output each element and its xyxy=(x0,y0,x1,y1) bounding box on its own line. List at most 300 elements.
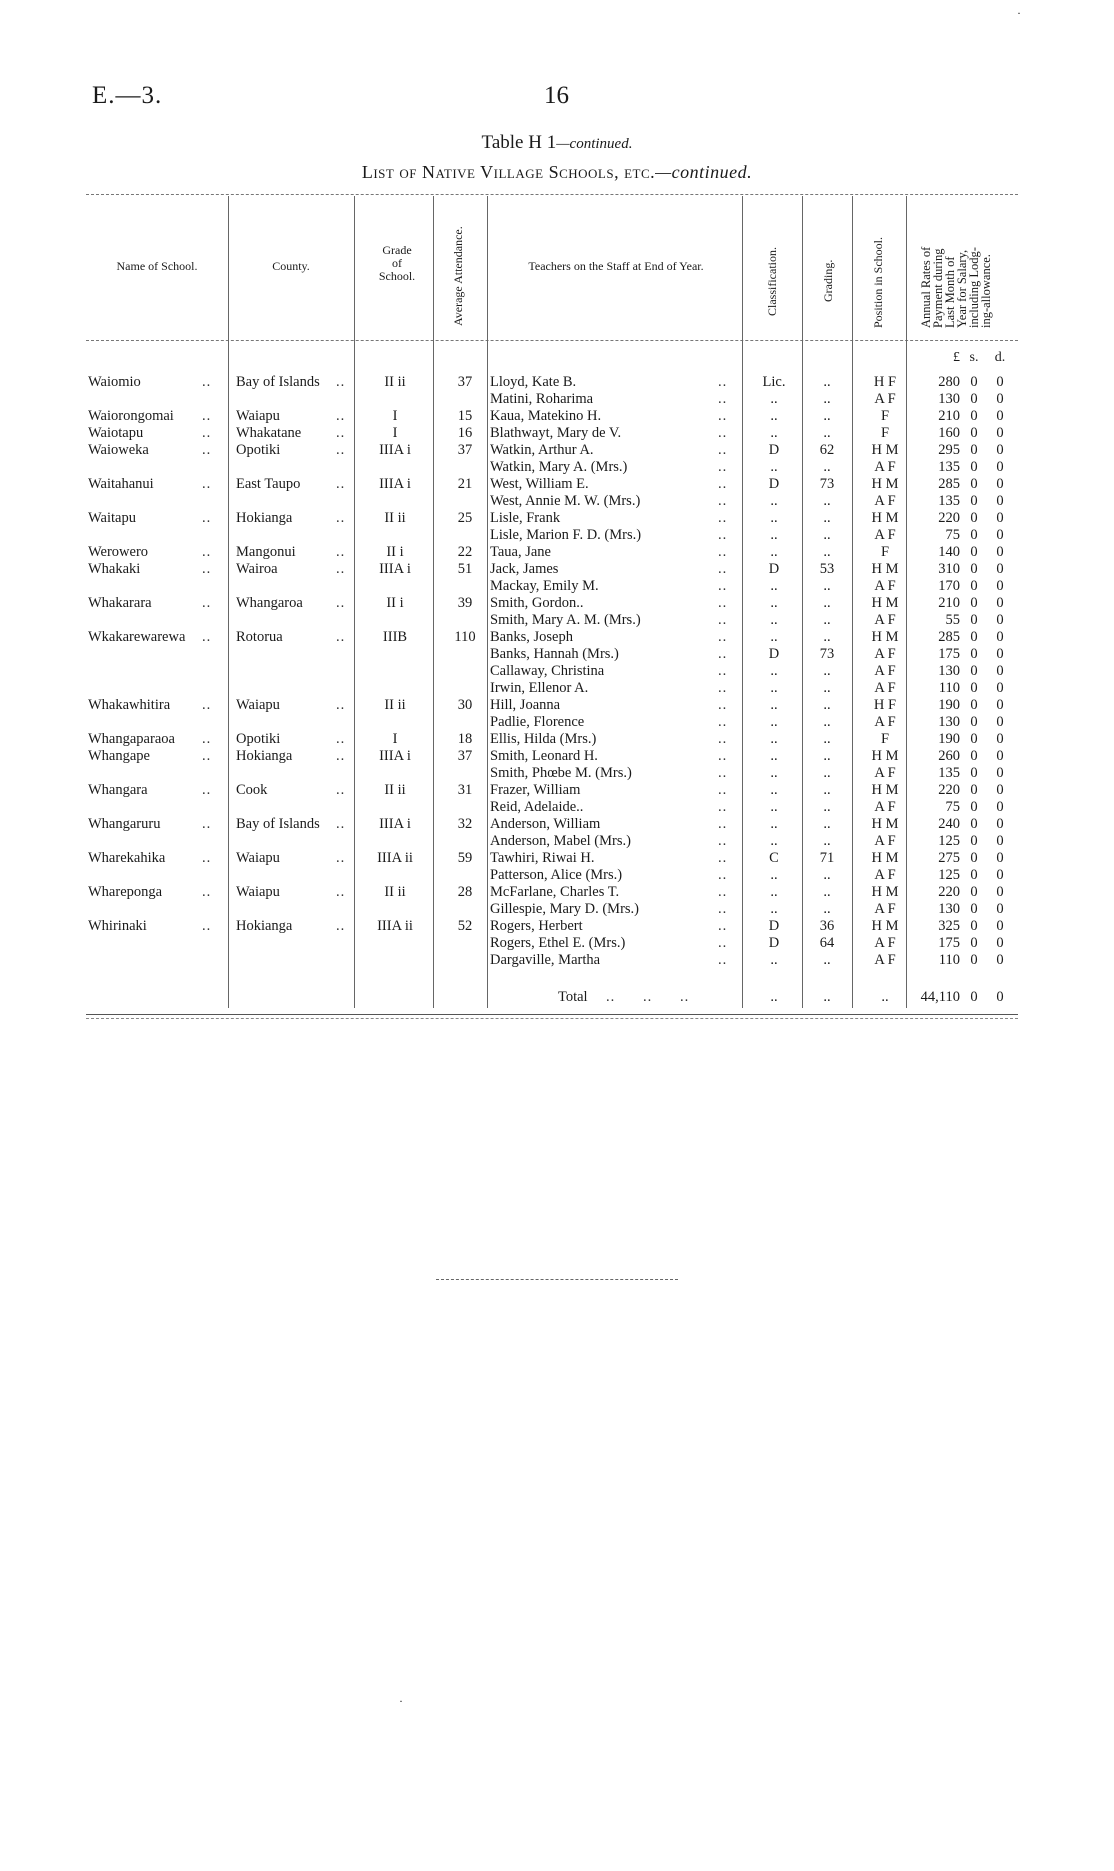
total-pounds: 44,110 xyxy=(920,989,960,1005)
grading-value: 36 xyxy=(819,918,835,934)
teacher-name: Smith, Mary A. M. (Mrs.) xyxy=(490,612,641,628)
leader-dots: .. xyxy=(718,408,728,424)
grade-value: IIIA i xyxy=(379,816,411,832)
teacher-name: Watkin, Mary A. (Mrs.) xyxy=(490,459,628,475)
salary-pounds: 75 xyxy=(945,527,960,543)
table-row xyxy=(86,833,1018,850)
county-name: Whakatane xyxy=(236,425,302,441)
attendance-value: 37 xyxy=(457,374,473,390)
salary-pence: 0 xyxy=(996,765,1004,781)
classification-value: D xyxy=(768,476,780,492)
salary-pence: 0 xyxy=(996,799,1004,815)
closing-rule xyxy=(436,1279,678,1280)
teacher-name: Dargaville, Martha xyxy=(490,952,601,968)
header-salary-line3: Last Month of xyxy=(943,256,957,328)
salary-shillings: 0 xyxy=(970,459,978,475)
county-name: Hokianga xyxy=(236,918,293,934)
salary-pence: 0 xyxy=(996,697,1004,713)
salary-pence: 0 xyxy=(996,816,1004,832)
salary-pounds: 135 xyxy=(938,459,960,475)
grade-value: II ii xyxy=(384,697,406,713)
leader-dots: .. xyxy=(202,697,212,713)
teacher-name: Hill, Joanna xyxy=(490,697,561,713)
leader-dots: .. xyxy=(718,782,728,798)
grading-value: .. xyxy=(823,867,831,883)
position-value: H F xyxy=(873,374,897,390)
leader-dots: .. xyxy=(718,374,728,390)
school-name: Whangape xyxy=(88,748,150,764)
salary-pence: 0 xyxy=(996,476,1004,492)
leader-dots: .. xyxy=(718,935,728,951)
position-value: H M xyxy=(871,816,899,832)
position-value: A F xyxy=(874,833,896,849)
grading-value: .. xyxy=(823,544,831,560)
classification-value: .. xyxy=(770,714,778,730)
leader-dots: .. xyxy=(336,544,346,560)
leader-dots: .. xyxy=(336,850,346,866)
county-name: Bay of Islands xyxy=(236,374,320,390)
leader-dots: .. xyxy=(336,918,346,934)
grade-value: II ii xyxy=(384,884,406,900)
grade-value: IIIA i xyxy=(379,561,411,577)
salary-shillings: 0 xyxy=(970,782,978,798)
salary-shillings: 0 xyxy=(970,544,978,560)
classification-value: Lic. xyxy=(762,374,786,390)
salary-pounds: 260 xyxy=(938,748,960,764)
table-row xyxy=(86,459,1018,476)
total-pence: 0 xyxy=(996,989,1004,1005)
grading-value: 73 xyxy=(819,476,835,492)
leader-dots: .. xyxy=(718,663,728,679)
table-row xyxy=(86,442,1018,459)
table-row xyxy=(86,510,1018,527)
salary-pounds: 190 xyxy=(938,731,960,747)
school-name: Whakawhitira xyxy=(88,697,171,713)
county-name: Opotiki xyxy=(236,442,281,458)
salary-shillings: 0 xyxy=(970,765,978,781)
county-name: Waiapu xyxy=(236,408,280,424)
teacher-name: Smith, Gordon.. xyxy=(490,595,584,611)
grade-value: II i xyxy=(386,595,404,611)
leader-dots: .. xyxy=(202,816,212,832)
leader-dots: .. xyxy=(718,680,728,696)
teacher-name: Rogers, Ethel E. (Mrs.) xyxy=(490,935,626,951)
salary-pounds: 285 xyxy=(938,476,960,492)
position-value: H M xyxy=(871,510,899,526)
attendance-value: 21 xyxy=(457,476,473,492)
table-row xyxy=(86,867,1018,884)
page-reference: E.—3. xyxy=(92,82,163,109)
table-title-suffix: —continued. xyxy=(556,136,633,152)
county-name: Cook xyxy=(236,782,268,798)
salary-pounds: 325 xyxy=(938,918,960,934)
classification-value: .. xyxy=(770,391,778,407)
school-name: Waitahanui xyxy=(88,476,154,492)
grading-value: .. xyxy=(823,629,831,645)
school-name: Waiorongomai xyxy=(88,408,174,424)
teacher-name: Lloyd, Kate B. xyxy=(490,374,577,390)
grading-value: .. xyxy=(823,374,831,390)
leader-dots: .. xyxy=(336,442,346,458)
position-value: F xyxy=(880,544,890,560)
salary-shillings: 0 xyxy=(970,646,978,662)
grade-value: IIIA i xyxy=(379,442,411,458)
salary-pence: 0 xyxy=(996,680,1004,696)
classification-value: .. xyxy=(770,459,778,475)
salary-pounds: 280 xyxy=(938,374,960,390)
county-name: Waiapu xyxy=(236,884,280,900)
attendance-value: 37 xyxy=(457,442,473,458)
grading-value: .. xyxy=(823,952,831,968)
classification-value: .. xyxy=(770,816,778,832)
salary-pounds: 210 xyxy=(938,595,960,611)
header-county: County. xyxy=(272,259,310,273)
salary-shillings: 0 xyxy=(970,833,978,849)
attendance-value: 15 xyxy=(457,408,473,424)
salary-pence: 0 xyxy=(996,510,1004,526)
grading-value: .. xyxy=(823,714,831,730)
teacher-name: Gillespie, Mary D. (Mrs.) xyxy=(490,901,640,917)
school-name: Whangaruru xyxy=(88,816,161,832)
attendance-value: 37 xyxy=(457,748,473,764)
table-row xyxy=(86,952,1018,969)
grading-value: .. xyxy=(823,408,831,424)
leader-dots: .. xyxy=(718,595,728,611)
classification-value: .. xyxy=(770,629,778,645)
salary-pounds: 285 xyxy=(938,629,960,645)
table-row xyxy=(86,663,1018,680)
table-row xyxy=(86,408,1018,425)
table-row xyxy=(86,595,1018,612)
leader-dots: .. xyxy=(718,544,728,560)
grading-value: .. xyxy=(823,578,831,594)
classification-value: .. xyxy=(770,901,778,917)
salary-pence: 0 xyxy=(996,867,1004,883)
leader-dots: .. xyxy=(718,493,728,509)
salary-shillings: 0 xyxy=(970,476,978,492)
salary-pence: 0 xyxy=(996,544,1004,560)
leader-dots: .. xyxy=(718,612,728,628)
leader-dots: .. xyxy=(718,476,728,492)
classification-value: .. xyxy=(770,527,778,543)
salary-pounds: 175 xyxy=(938,646,960,662)
leader-dots: .. xyxy=(202,629,212,645)
salary-shillings: 0 xyxy=(970,816,978,832)
salary-pounds: 130 xyxy=(938,714,960,730)
salary-pence: 0 xyxy=(996,629,1004,645)
county-name: Waiapu xyxy=(236,850,280,866)
table-row xyxy=(86,850,1018,867)
table-row xyxy=(86,918,1018,935)
school-name: Whakaki xyxy=(88,561,141,577)
teacher-name: Lisle, Marion F. D. (Mrs.) xyxy=(490,527,642,543)
salary-pounds: 175 xyxy=(938,935,960,951)
salary-shillings: 0 xyxy=(970,391,978,407)
salary-shillings: 0 xyxy=(970,561,978,577)
header-salary-line6: ing-allowance. xyxy=(979,254,993,328)
classification-value: D xyxy=(768,442,780,458)
total-shillings: 0 xyxy=(970,989,978,1005)
classification-value: .. xyxy=(770,884,778,900)
teacher-name: Jack, James xyxy=(490,561,559,577)
header-salary-line2: Payment during xyxy=(931,248,945,328)
school-name: Whirinaki xyxy=(88,918,147,934)
position-value: H M xyxy=(871,476,899,492)
teacher-name: Blathwayt, Mary de V. xyxy=(490,425,622,441)
teacher-name: Callaway, Christina xyxy=(490,663,605,679)
classification-value: .. xyxy=(770,493,778,509)
unit-pounds: £ xyxy=(953,350,960,365)
leader-dots: .. xyxy=(202,425,212,441)
salary-shillings: 0 xyxy=(970,952,978,968)
leader-dots: .. xyxy=(336,374,346,390)
leader-dots: .. xyxy=(336,510,346,526)
grading-value: 53 xyxy=(819,561,835,577)
table-row xyxy=(86,578,1018,595)
grading-value: .. xyxy=(823,595,831,611)
county-name: East Taupo xyxy=(236,476,301,492)
classification-value: .. xyxy=(770,612,778,628)
salary-shillings: 0 xyxy=(970,748,978,764)
county-name: Opotiki xyxy=(236,731,281,747)
salary-shillings: 0 xyxy=(970,663,978,679)
teacher-name: Matini, Roharima xyxy=(490,391,594,407)
classification-value: .. xyxy=(770,765,778,781)
leader-dots: .. xyxy=(718,646,728,662)
salary-shillings: 0 xyxy=(970,680,978,696)
header-salary-line1: Annual Rates of xyxy=(919,246,933,328)
leader-dots: .. xyxy=(336,425,346,441)
attendance-value: 30 xyxy=(457,697,473,713)
salary-pounds: 110 xyxy=(938,952,960,968)
position-value: F xyxy=(880,425,890,441)
header-salary-line5: including Lodg- xyxy=(967,247,981,328)
leader-dots: .. xyxy=(718,425,728,441)
salary-pounds: 170 xyxy=(938,578,960,594)
position-value: H M xyxy=(871,884,899,900)
leader-dots: .. xyxy=(202,476,212,492)
header-grade: Grade of School. xyxy=(378,243,416,283)
salary-shillings: 0 xyxy=(970,714,978,730)
table-subtitle-main: List of Native Village Schools, etc. xyxy=(361,162,656,182)
position-value: A F xyxy=(874,765,896,781)
classification-value: .. xyxy=(770,731,778,747)
county-name: Hokianga xyxy=(236,748,293,764)
grade-value: II i xyxy=(386,544,404,560)
position-value: F xyxy=(880,408,890,424)
grading-value: .. xyxy=(823,816,831,832)
grading-value: .. xyxy=(823,391,831,407)
table-row xyxy=(86,731,1018,748)
salary-pence: 0 xyxy=(996,561,1004,577)
school-name: Wkakarewarewa xyxy=(88,629,186,645)
teacher-name: Banks, Hannah (Mrs.) xyxy=(490,646,619,662)
salary-pounds: 220 xyxy=(938,884,960,900)
leader-dots: .. xyxy=(718,918,728,934)
header-salary-line4: Year for Salary, xyxy=(955,249,969,328)
grade-value: I xyxy=(392,731,398,747)
position-value: H M xyxy=(871,918,899,934)
grading-value: .. xyxy=(823,765,831,781)
attendance-value: 59 xyxy=(457,850,473,866)
leader-dots: .. xyxy=(202,748,212,764)
header-school: Name of School. xyxy=(116,259,198,273)
salary-pounds: 75 xyxy=(945,799,960,815)
rule-header xyxy=(86,340,1018,341)
grading-value: .. xyxy=(823,782,831,798)
table-row xyxy=(86,799,1018,816)
header-classification: Classification. xyxy=(765,247,779,316)
grading-value: .. xyxy=(823,799,831,815)
teacher-name: Lisle, Frank xyxy=(490,510,561,526)
salary-pounds: 190 xyxy=(938,697,960,713)
table-title xyxy=(0,132,1114,154)
table-row xyxy=(86,680,1018,697)
salary-pence: 0 xyxy=(996,748,1004,764)
grade-value: II ii xyxy=(384,782,406,798)
salary-pounds: 140 xyxy=(938,544,960,560)
salary-pounds: 55 xyxy=(945,612,960,628)
attendance-value: 31 xyxy=(457,782,473,798)
table-row xyxy=(86,935,1018,952)
teacher-name: Anderson, William xyxy=(490,816,601,832)
position-value: H M xyxy=(871,782,899,798)
table-row xyxy=(86,748,1018,765)
position-value: A F xyxy=(874,527,896,543)
total-grading: .. xyxy=(823,989,831,1005)
table-subtitle-suffix: —continued. xyxy=(655,162,753,182)
salary-pence: 0 xyxy=(996,391,1004,407)
unit-pence: d. xyxy=(994,350,1006,365)
teacher-name: Smith, Phœbe M. (Mrs.) xyxy=(490,765,632,781)
leader-dots: .. xyxy=(718,578,728,594)
leader-dots: .. xyxy=(718,442,728,458)
classification-value: .. xyxy=(770,799,778,815)
grading-value: .. xyxy=(823,612,831,628)
leader-dots: .. .. .. xyxy=(606,989,690,1005)
grade-value: II ii xyxy=(384,374,406,390)
teacher-name: Watkin, Arthur A. xyxy=(490,442,594,458)
salary-pounds: 135 xyxy=(938,765,960,781)
teacher-name: Ellis, Hilda (Mrs.) xyxy=(490,731,597,747)
unit-shillings: s. xyxy=(969,350,979,365)
grading-value: 73 xyxy=(819,646,835,662)
school-name: Whakarara xyxy=(88,595,152,611)
classification-value: .. xyxy=(770,952,778,968)
grading-value: 71 xyxy=(819,850,835,866)
school-name: Wharekahika xyxy=(88,850,166,866)
teacher-name: McFarlane, Charles T. xyxy=(490,884,620,900)
salary-shillings: 0 xyxy=(970,731,978,747)
salary-pounds: 210 xyxy=(938,408,960,424)
salary-pence: 0 xyxy=(996,408,1004,424)
leader-dots: .. xyxy=(718,799,728,815)
salary-shillings: 0 xyxy=(970,442,978,458)
classification-value: .. xyxy=(770,680,778,696)
grading-value: .. xyxy=(823,663,831,679)
salary-shillings: 0 xyxy=(970,408,978,424)
position-value: H M xyxy=(871,595,899,611)
grading-value: 64 xyxy=(819,935,835,951)
position-value: A F xyxy=(874,901,896,917)
salary-pounds: 110 xyxy=(938,680,960,696)
position-value: A F xyxy=(874,459,896,475)
grading-value: 62 xyxy=(819,442,835,458)
classification-value: .. xyxy=(770,544,778,560)
teacher-name: Taua, Jane xyxy=(490,544,551,560)
teacher-name: Mackay, Emily M. xyxy=(490,578,599,594)
county-name: Mangonui xyxy=(236,544,296,560)
leader-dots: .. xyxy=(718,884,728,900)
leader-dots: .. xyxy=(718,561,728,577)
classification-value: .. xyxy=(770,663,778,679)
salary-pence: 0 xyxy=(996,493,1004,509)
leader-dots: .. xyxy=(202,731,212,747)
table-row xyxy=(86,561,1018,578)
salary-pounds: 295 xyxy=(938,442,960,458)
header-attendance: Average Attendance. xyxy=(451,226,465,326)
leader-dots: .. xyxy=(336,816,346,832)
salary-pence: 0 xyxy=(996,612,1004,628)
leader-dots: .. xyxy=(718,867,728,883)
grading-value: .. xyxy=(823,748,831,764)
leader-dots: .. xyxy=(336,476,346,492)
classification-value: .. xyxy=(770,833,778,849)
salary-pence: 0 xyxy=(996,646,1004,662)
grade-value: IIIA i xyxy=(379,748,411,764)
classification-value: .. xyxy=(770,578,778,594)
leader-dots: .. xyxy=(718,527,728,543)
grade-value: IIIA ii xyxy=(377,918,413,934)
rule-bottom-double xyxy=(86,1018,1018,1019)
leader-dots: .. xyxy=(718,833,728,849)
leader-dots: .. xyxy=(336,561,346,577)
attendance-value: 110 xyxy=(454,629,476,645)
classification-value: .. xyxy=(770,510,778,526)
classification-value: D xyxy=(768,935,780,951)
classification-value: D xyxy=(768,918,780,934)
salary-pence: 0 xyxy=(996,850,1004,866)
salary-shillings: 0 xyxy=(970,612,978,628)
grade-value: I xyxy=(392,408,398,424)
grading-value: .. xyxy=(823,731,831,747)
leader-dots: .. xyxy=(202,595,212,611)
leader-dots: .. xyxy=(336,408,346,424)
teacher-name: Reid, Adelaide.. xyxy=(490,799,584,815)
total-position: .. xyxy=(881,989,889,1005)
table-row xyxy=(86,782,1018,799)
county-name: Whangaroa xyxy=(236,595,303,611)
attendance-value: 51 xyxy=(457,561,473,577)
grading-value: .. xyxy=(823,833,831,849)
table-row xyxy=(86,884,1018,901)
leader-dots: .. xyxy=(718,952,728,968)
classification-value: C xyxy=(769,850,779,866)
salary-pounds: 310 xyxy=(938,561,960,577)
attendance-value: 25 xyxy=(457,510,473,526)
classification-value: .. xyxy=(770,748,778,764)
position-value: A F xyxy=(874,578,896,594)
grade-value: II ii xyxy=(384,510,406,526)
salary-shillings: 0 xyxy=(970,867,978,883)
table-row xyxy=(86,391,1018,408)
position-value: H M xyxy=(871,629,899,645)
salary-pence: 0 xyxy=(996,731,1004,747)
grading-value: .. xyxy=(823,527,831,543)
leader-dots: .. xyxy=(202,918,212,934)
classification-value: .. xyxy=(770,595,778,611)
grading-value: .. xyxy=(823,493,831,509)
